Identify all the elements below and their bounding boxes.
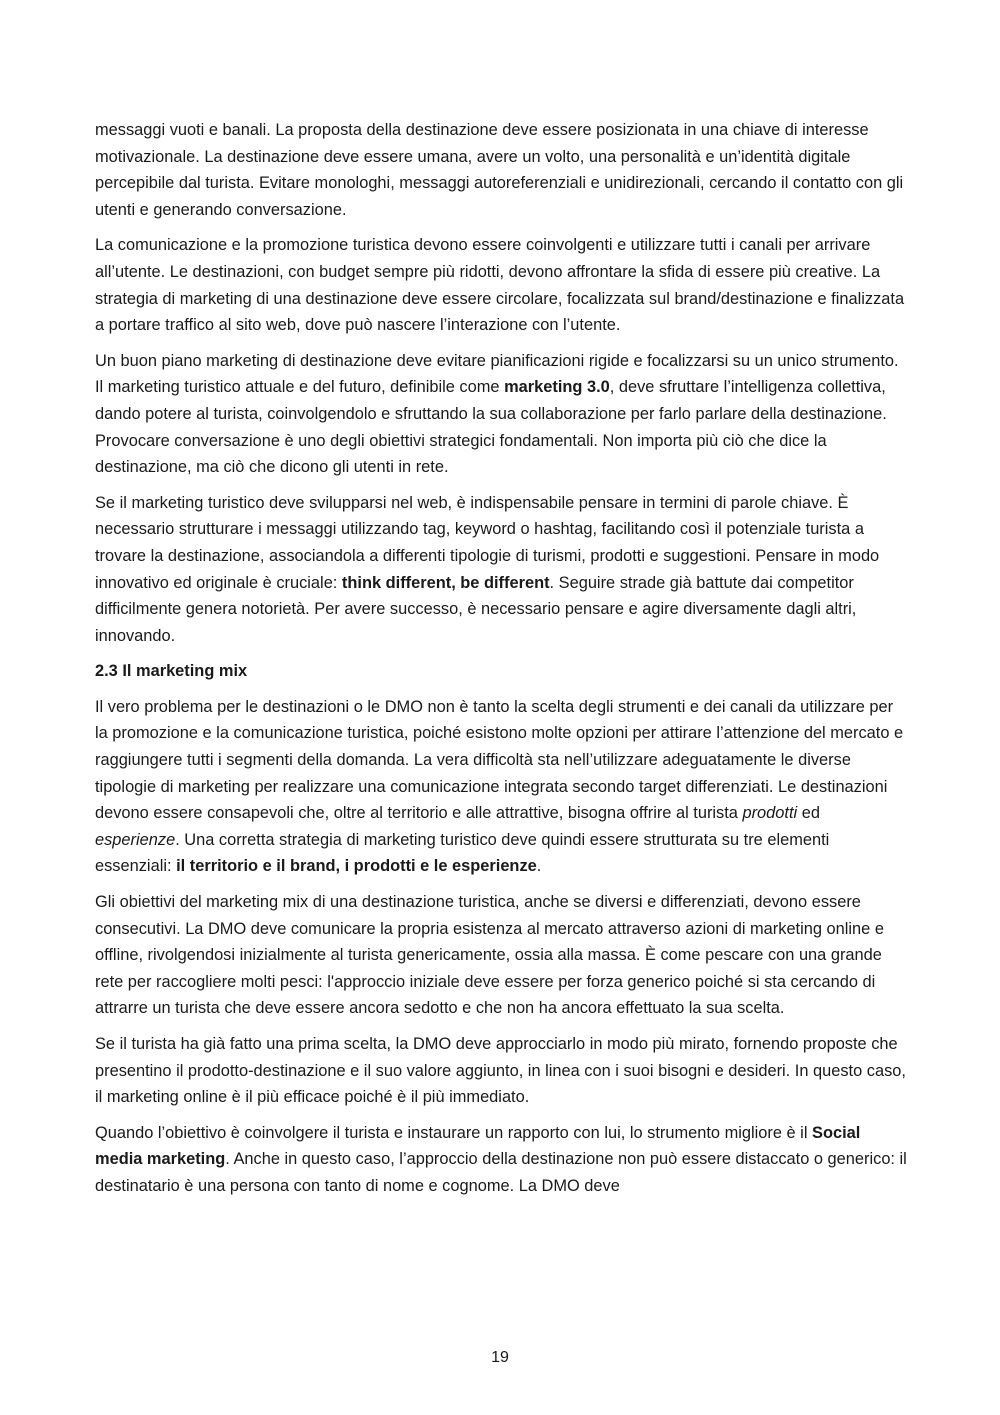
text-run: . Seguire strade già battute dai competitor difficilmente genera notorietà. Per avere successo, è necessario pensare e agire diversamente dagli altri, innovando. xyxy=(95,573,857,645)
text-run: Se il marketing turistico deve svilupparsi nel web, è indispensabile pensare in termini di parole chiave. È necessario strutturare i messaggi utilizzando tag, keyword o hashtag, facilitando così il potenziale turista a trovare la destinazione, associandola a differenti tipologie di turismi, prodotti e suggestioni. Pensare in modo innovativo ed originale è cruciale: xyxy=(95,493,880,592)
bold-text: marketing 3.0 xyxy=(504,378,610,397)
text-run: ed xyxy=(797,804,820,823)
paragraph xyxy=(95,490,907,650)
document-body xyxy=(95,117,907,1209)
paragraph xyxy=(95,694,907,880)
text-run: messaggi vuoti e banali. La proposta della destinazione deve essere posizionata in una chiave di interesse motivazionale. La destinazione deve essere umana, avere un volto, una personalità e un’identità digitale percepibile dal turista. Evitare monologhi, messaggi autoreferenziali e unidirezionali, cercando il contatto con gli utenti e generando conversazione. xyxy=(95,121,904,219)
text-run: La comunicazione e la promozione turistica devono essere coinvolgenti e utilizzare tutti i canali per arrivare all’utente. Le destinazioni, con budget sempre più ridotti, devono affrontare la sfida di essere più creative. La strategia di marketing di una destinazione deve essere circolare, focalizzata sul brand/destinazione e finalizzata a portare traffico al sito web, dove può nascere l’interazione con l’utente. xyxy=(95,236,905,335)
body-text-before-heading xyxy=(95,117,907,649)
section-heading: 2.3 Il marketing mix xyxy=(95,662,248,681)
paragraph xyxy=(95,117,907,223)
text-run: Quando l’obiettivo è coinvolgere il turista e instaurare un rapporto con lui, lo strumento migliore è il xyxy=(95,1123,813,1142)
paragraph xyxy=(95,1031,907,1111)
text-run: Gli obiettivi del marketing mix di una destinazione turistica, anche se diversi e differenziati, devono essere consecutivi. La DMO deve comunicare la propria esistenza al mercato attraverso azioni di marketing online e offline, rivolgendosi inizialmente al turista genericamente, ossia alla massa. È come pescare con una grande rete per raccogliere molti pesci: l'approccio iniziale deve essere per forza generico poiché si sta cercando di attrarre un turista che deve essere ancora sedotto e che non ha ancora effettuato la sua scelta. xyxy=(95,893,884,1018)
paragraph xyxy=(95,232,907,338)
paragraph xyxy=(95,348,907,481)
text-run: Un buon piano marketing di destinazione deve evitare pianificazioni rigide e focalizzarsi su un unico strumento. Il marketing turistico attuale e del futuro, definibile come xyxy=(95,351,899,397)
paragraph xyxy=(95,889,907,1022)
italic-text: esperienze xyxy=(95,830,176,849)
bold-text: think different, be different xyxy=(341,573,550,592)
text-run: Il vero problema per le destinazioni o le DMO non è tanto la scelta degli strumenti e dei canali da utilizzare per la promozione e la comunicazione turistica, poiché esistono molte opzioni per attirare l’attenzione del mercato e raggiungere tutti i segmenti della domanda. La vera difficoltà sta nell’utilizzare adeguatamente le diverse tipologie di marketing per realizzare una comunicazione integrata secondo target differenziati. Le destinazioni devono essere consapevoli che, oltre al territorio e alle attrattive, bisogna offrire al turista xyxy=(95,697,904,823)
text-run: , deve sfruttare l’intelligenza collettiva, dando potere al turista, coinvolgendolo e sfruttando la sua collaborazione per farlo parlare della destinazione. Provocare conversazione è uno degli obiettivi strategici fondamentali. Non importa più ciò che dice la destinazione, ma ciò che dicono gli utenti in rete. xyxy=(95,378,887,477)
text-run: Se il turista ha già fatto una prima scelta, la DMO deve approcciarlo in modo più mirato, fornendo proposte che presentino il prodotto-destinazione e il suo valore aggiunto, in linea con i suoi bisogni e desideri. In questo caso, il marketing online è il più efficace poiché è il più immediato. xyxy=(95,1035,906,1107)
body-text-after-heading xyxy=(95,694,907,1200)
text-run: . xyxy=(536,857,542,876)
bold-text: Social media marketing xyxy=(95,1123,861,1169)
bold-text: il territorio e il brand, i prodotti e le esperienze xyxy=(176,857,537,876)
page-number: 19 xyxy=(491,1349,509,1366)
paragraph xyxy=(95,1120,907,1200)
text-run: . Anche in questo caso, l’approccio della destinazione non può essere distaccato o generico: il destinatario è una persona con tanto di nome e cognome. La DMO deve xyxy=(95,1150,907,1195)
italic-text: prodotti xyxy=(742,804,798,823)
text-run: . Una corretta strategia di marketing turistico deve quindi essere strutturata su tre elementi essenziali: xyxy=(95,830,830,876)
